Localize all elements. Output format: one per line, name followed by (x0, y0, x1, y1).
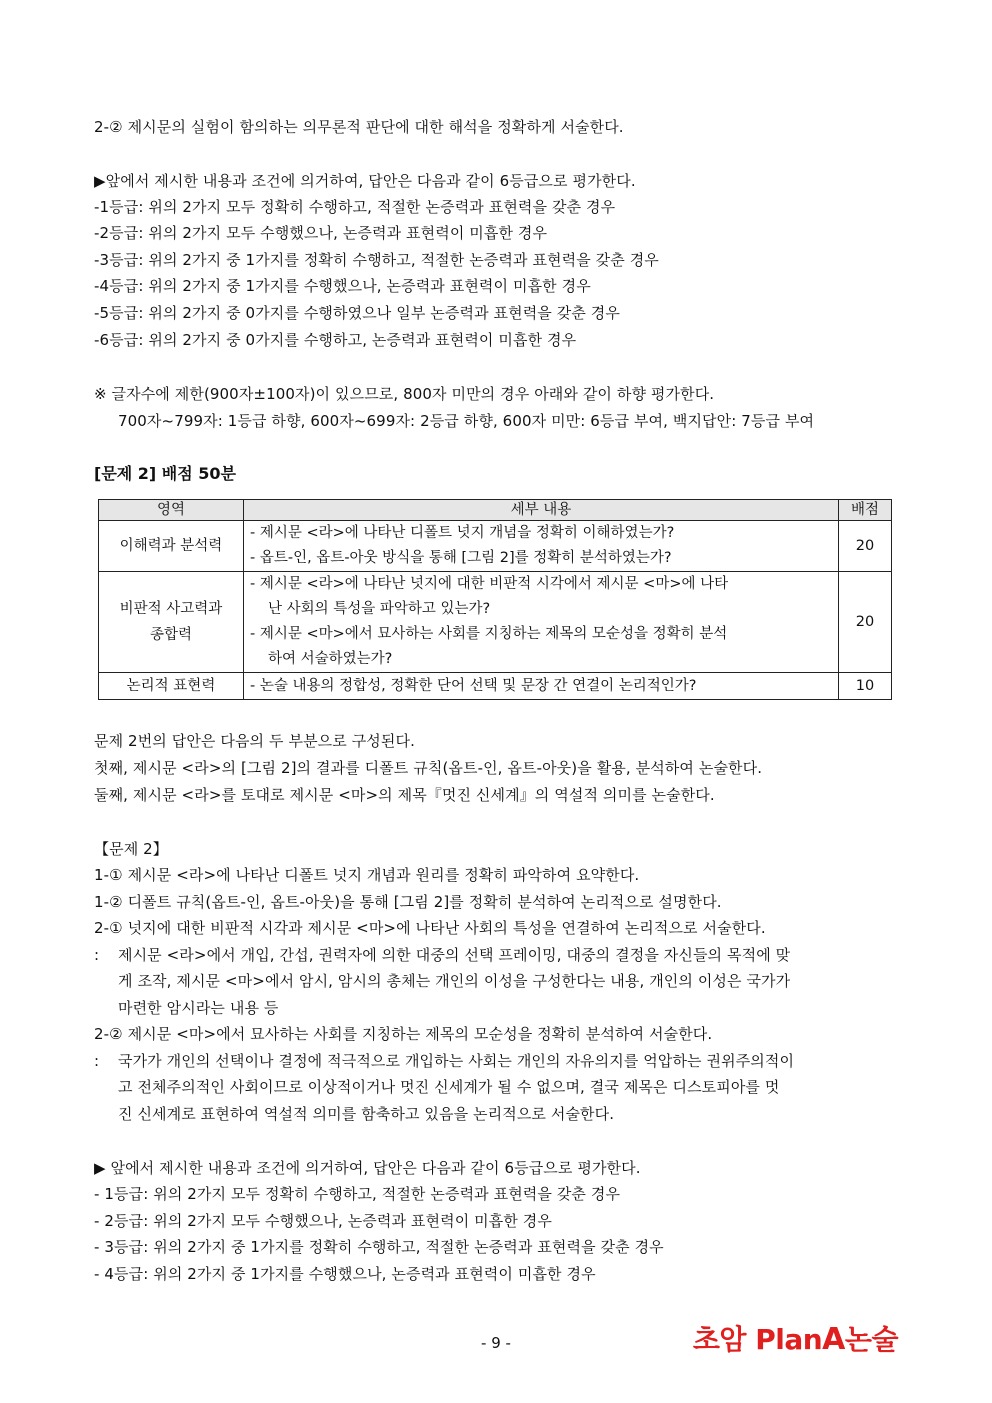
grade-line: -2등급: 위의 2가지 모두 수행했으나, 논증력과 표현력이 미흡한 경우 (94, 224, 548, 242)
details-cell (244, 673, 839, 700)
detail-line: - 논술 내용의 정합성, 정확한 단어 선택 및 문장 간 연결이 논리적인가? (250, 677, 697, 694)
grade-line: -4등급: 위의 2가지 중 1가지를 수행했으나, 논증력과 표현력이 미흡한 경우 (94, 277, 591, 295)
brand-text-suffix: 논술 (844, 1323, 898, 1356)
criterion-2-2-detail: 국가가 개인의 선택이나 결정에 적극적으로 개입하는 사회는 개인의 자유의지를 억압하는 권위주의적이 (118, 1052, 795, 1070)
score-cell: 20 (839, 572, 892, 673)
criterion-2-2-detail: 진 신세계로 표현하여 역설적 의미를 함축하고 있음을 논리적으로 서술한다. (118, 1105, 615, 1123)
area-line: 비판적 사고력과 (119, 601, 223, 617)
grade-line: - 3등급: 위의 2가지 중 1가지를 정확히 수행하고, 적절한 논증력과 표현력을 갖춘 경우 (94, 1238, 664, 1256)
eval-lead-2: ▶ 앞에서 제시한 내용과 조건에 의거하여, 답안은 다음과 같이 6등급으로 평가한다. (94, 1159, 641, 1177)
scoring-table (98, 499, 892, 700)
table-row (99, 673, 892, 700)
detail-line: - 제시문 <마>에서 묘사하는 사회를 지칭하는 제목의 모순성을 정확히 분석 (250, 626, 728, 642)
criterion-1-1: 1-① 제시문 <라>에 나타난 디폴트 넛지 개념과 원리를 정확히 파악하여 요약한다. (94, 866, 640, 884)
criterion-2-1-detail: 제시문 <라>에서 개입, 간섭, 권력자에 의한 대중의 선택 프레이밍, 대중의 결정을 자신들의 목적에 맞 (118, 946, 791, 964)
header-score: 배점 (839, 500, 892, 521)
score-cell: 10 (839, 673, 892, 700)
area-cell: 논리적 표현력 (99, 673, 244, 700)
header-details: 세부 내용 (244, 500, 839, 521)
detail-line: 하여 서술하였는가? (268, 651, 393, 667)
intro-line: 문제 2번의 답안은 다음의 두 부분으로 구성된다. (94, 732, 415, 750)
area-cell (99, 572, 244, 673)
length-note-detail: 700자~799자: 1등급 하향, 600자~699자: 2등급 하향, 600자 미만: 6등급 부여, 백지답안: 7등급 부여 (118, 412, 815, 430)
page-number: - 9 - (481, 1334, 511, 1352)
area-line: 종합력 (149, 627, 193, 643)
grade-line: -6등급: 위의 2가지 중 0가지를 수행하고, 논증력과 표현력이 미흡한 경우 (94, 331, 577, 349)
brand-logo (693, 1318, 898, 1358)
grade-line: -3등급: 위의 2가지 중 1가지를 정확히 수행하고, 적절한 논증력과 표현력을 갖춘 경우 (94, 251, 659, 269)
grade-line: - 1등급: 위의 2가지 모두 정확히 수행하고, 적절한 논증력과 표현력을 갖춘 경우 (94, 1185, 621, 1203)
grade-line: -5등급: 위의 2가지 중 0가지를 수행하였으나 일부 논증력과 표현력을 갖춘 경우 (94, 304, 620, 322)
detail-line: 난 사회의 특성을 파악하고 있는가? (268, 601, 491, 617)
grade-line: -1등급: 위의 2가지 모두 정확히 수행하고, 적절한 논증력과 표현력을 갖춘 경우 (94, 198, 616, 216)
header-area: 영역 (99, 500, 244, 521)
criterion-2-2-detail: 고 전체주의적인 사회이므로 이상적이거나 멋진 신세계가 될 수 없으며, 결국 제목은 디스토피아를 멋 (118, 1078, 780, 1096)
criterion-2-2: 2-② 제시문의 실험이 함의하는 의무론적 판단에 대한 해석을 정확하게 서술한다. (94, 118, 624, 136)
table-row (99, 572, 892, 673)
criterion-2-1: 2-① 넛지에 대한 비판적 시각과 제시문 <마>에 나타난 사회의 특성을 연결하여 논리적으로 서술한다. (94, 919, 766, 937)
table-row (99, 521, 892, 572)
criterion-1-2: 1-② 디폴트 규칙(옵트-인, 옵트-아웃)을 통해 [그림 2]를 정확히 분석하여 논리적으로 설명한다. (94, 893, 722, 911)
problem-2-heading: [문제 2] 배점 50분 (94, 464, 237, 483)
criterion-2-2b: 2-② 제시문 <마>에서 묘사하는 사회를 지칭하는 제목의 모순성을 정확히 분석하여 서술한다. (94, 1025, 713, 1043)
score-cell: 20 (839, 521, 892, 572)
criterion-2-1-detail: 마련한 암시라는 내용 등 (118, 999, 279, 1017)
grade-line: - 4등급: 위의 2가지 중 1가지를 수행했으나, 논증력과 표현력이 미흡한 경우 (94, 1265, 596, 1283)
detail-line: - 제시문 <라>에 나타난 디폴트 넛지 개념을 정확히 이해하였는가? (250, 525, 675, 541)
colon-marker: : (94, 946, 100, 964)
detail-line: - 제시문 <라>에 나타난 넛지에 대한 비판적 시각에서 제시문 <마>에 나타 (250, 576, 729, 592)
brand-text: 초암 Plan (692, 1323, 823, 1356)
intro-line: 둘째, 제시문 <라>를 토대로 제시문 <마>의 제목『멋진 신세계』의 역설적 의미를 논술한다. (94, 786, 715, 804)
colon-marker: : (94, 1052, 100, 1070)
section-title: 【문제 2】 (94, 840, 168, 858)
criterion-2-1-detail: 게 조작, 제시문 <마>에서 암시, 암시의 총체는 개인의 이성을 구성한다는 내용, 개인의 이성은 국가가 (118, 972, 791, 990)
details-cell (244, 521, 839, 572)
eval-lead: ▶앞에서 제시한 내용과 조건에 의거하여, 답안은 다음과 같이 6등급으로 평가한다. (94, 172, 636, 190)
length-note: ※ 글자수에 제한(900자±100자)이 있으므로, 800자 미만의 경우 아래와 같이 하향 평가한다. (94, 385, 715, 403)
details-cell (244, 572, 839, 673)
intro-line: 첫째, 제시문 <라>의 [그림 2]의 결과를 디폴트 규칙(옵트-인, 옵트-아웃)을 활용, 분석하여 논술한다. (94, 759, 763, 777)
brand-text-a: A (822, 1322, 845, 1357)
detail-line: - 옵트-인, 옵트-아웃 방식을 통해 [그림 2]를 정확히 분석하였는가? (250, 550, 672, 566)
grade-line: - 2등급: 위의 2가지 모두 수행했으나, 논증력과 표현력이 미흡한 경우 (94, 1212, 552, 1230)
table-header-row (99, 500, 892, 521)
area-cell: 이해력과 분석력 (99, 521, 244, 572)
